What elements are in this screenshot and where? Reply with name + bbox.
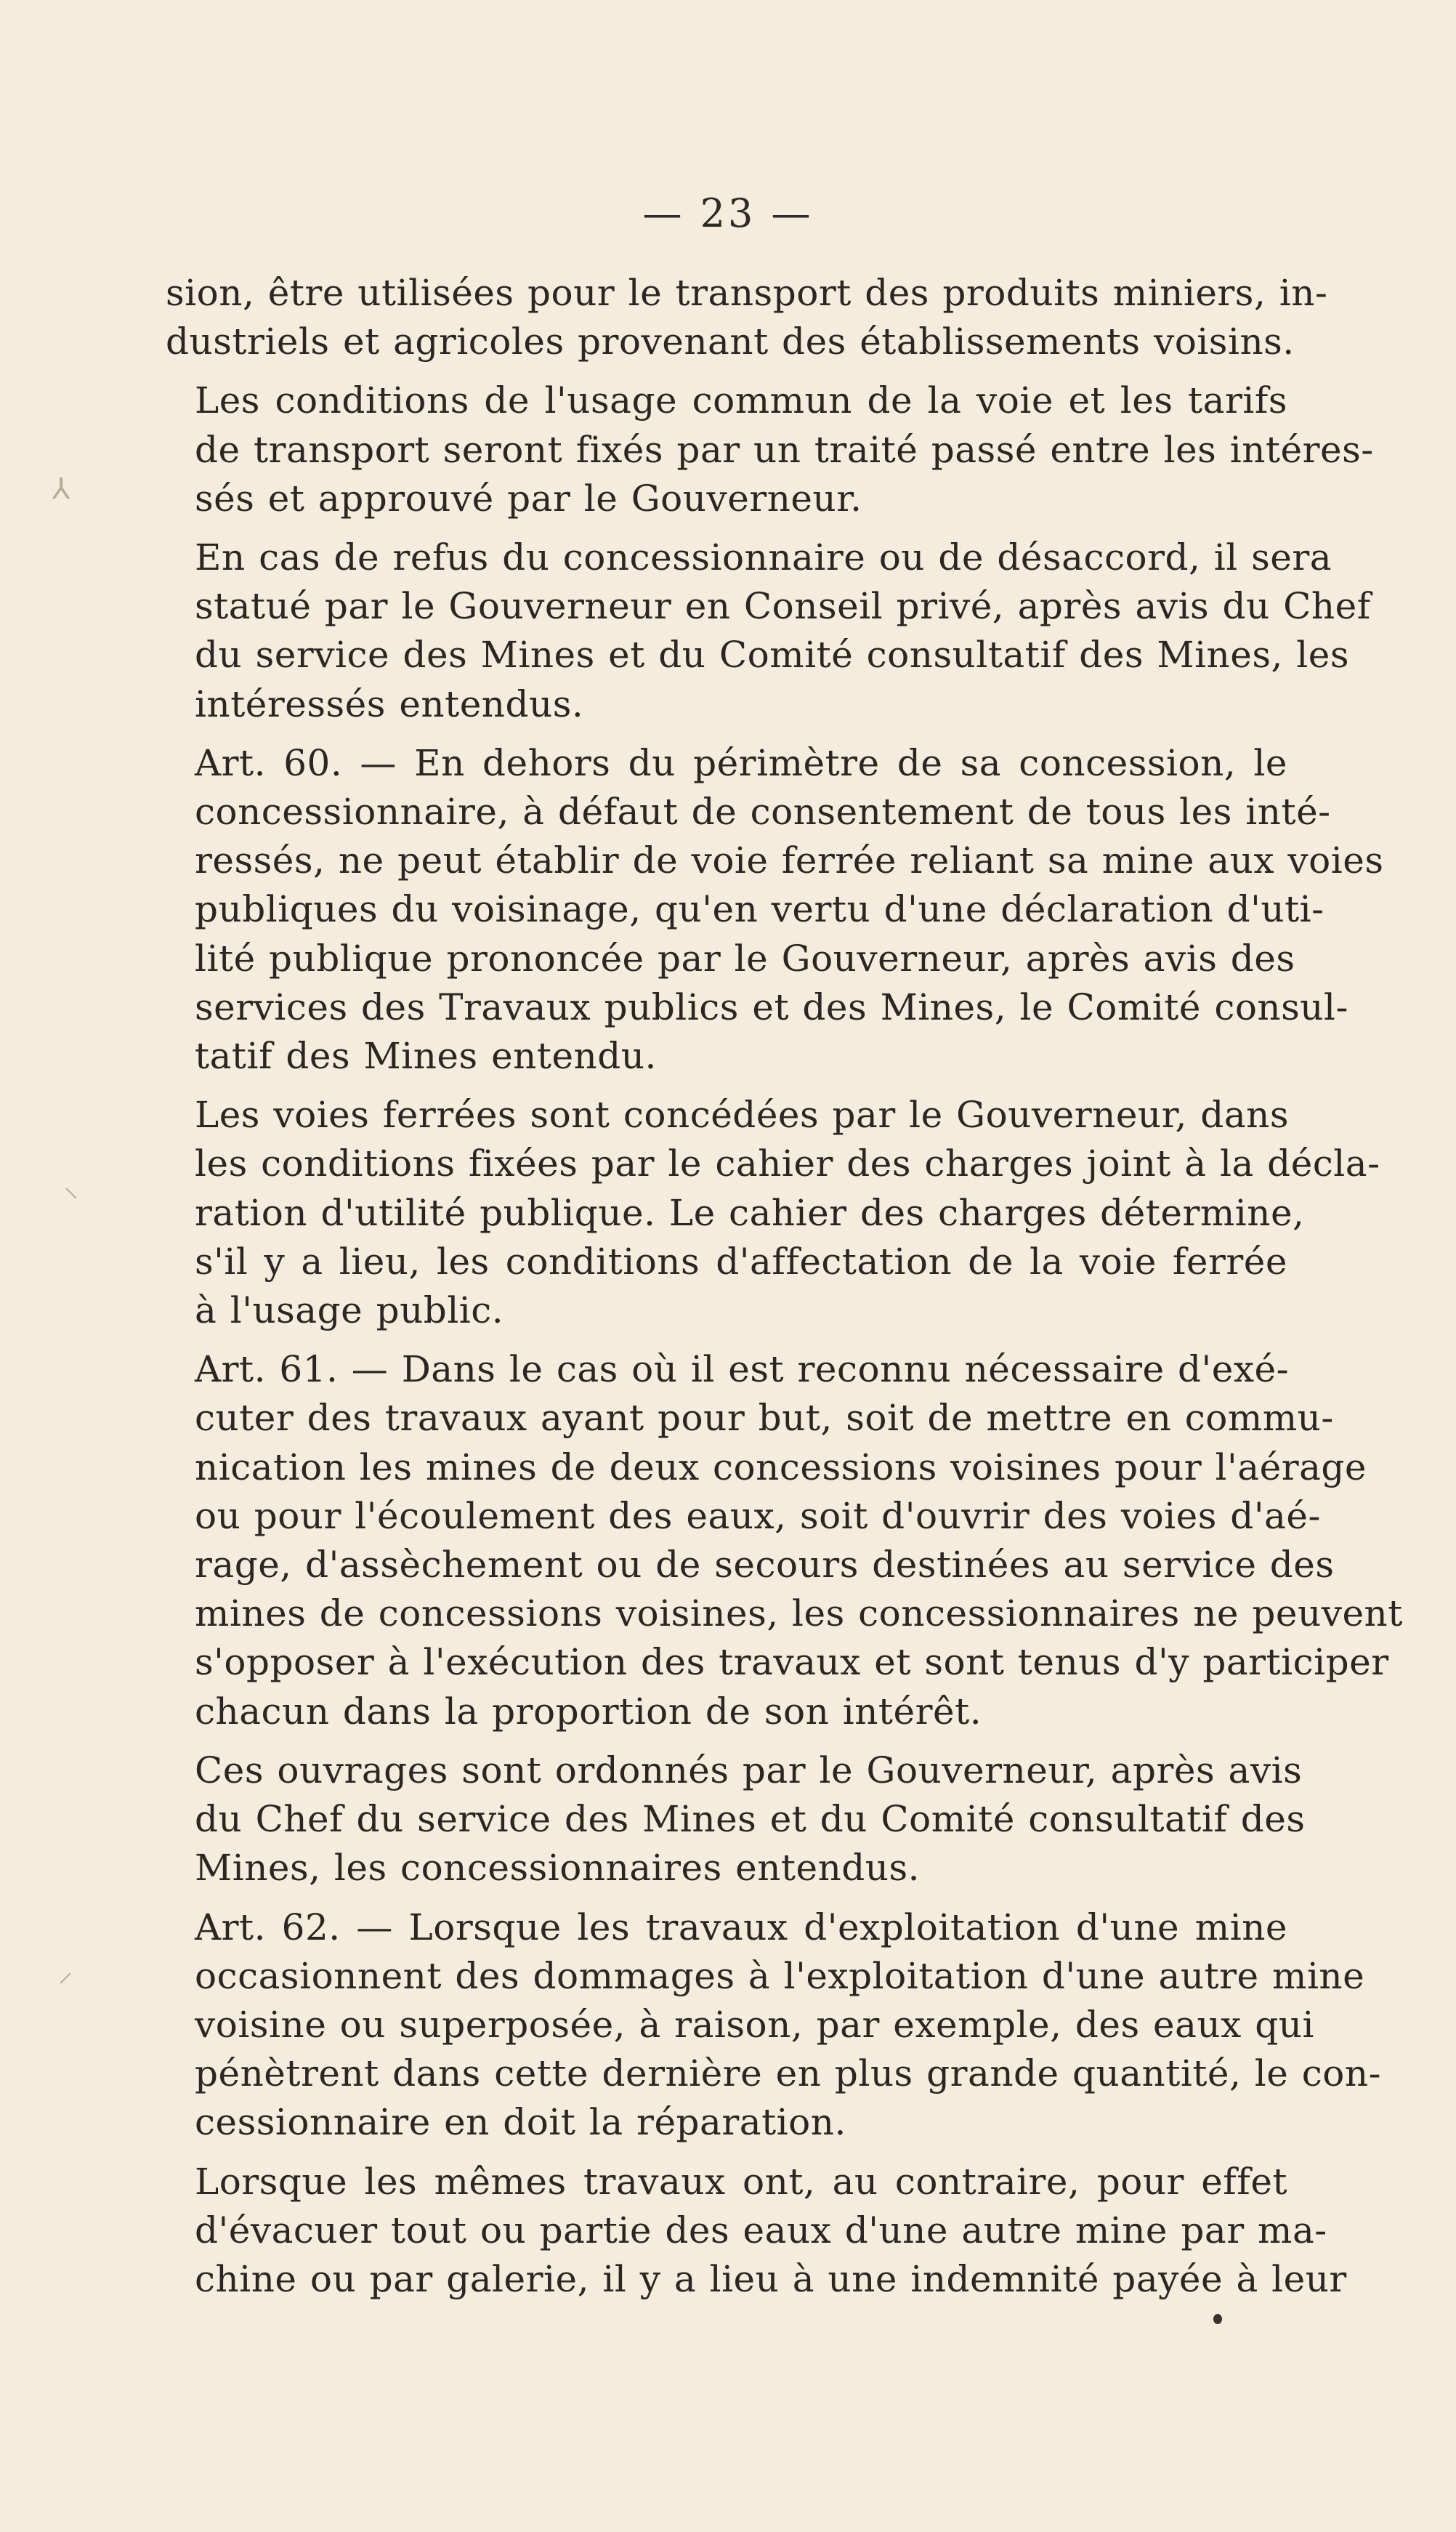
text-line: lité publique prononcée par le Gouverneur, après avis des: [195, 937, 1295, 980]
text-line: pénètrent dans cette dernière en plus grande quantité, le con-: [195, 2052, 1381, 2095]
text-line: occasionnent des dommages à l'exploitation d'une autre mine: [195, 1954, 1365, 1997]
paragraph: [166, 1091, 1380, 1335]
text-line: statué par le Gouverneur en Conseil privé, après avis du Chef: [195, 585, 1371, 628]
text-line: tatif des Mines entendu.: [195, 1035, 657, 1078]
text-line: publiques du voisinage, qu'en vertu d'une déclaration d'uti-: [195, 888, 1324, 931]
text-line: cessionnaire en doit la réparation.: [195, 2101, 846, 2144]
text-line: Lorsque les mêmes travaux ont, au contraire, pour effet: [195, 2160, 1287, 2203]
text-line: voisine ou superposée, à raison, par exemple, des eaux qui: [195, 2003, 1314, 2046]
text-line: du Chef du service des Mines et du Comité consultatif des: [195, 1798, 1306, 1841]
paragraph: [166, 533, 1371, 729]
text-line: services des Travaux publics et des Mines, le Comité consul-: [195, 985, 1348, 1028]
text-line: sés et approuvé par le Gouverneur.: [195, 477, 862, 520]
body-text: [166, 269, 1403, 2314]
text-line: chine ou par galerie, il y a lieu à une indemnité payée à leur: [195, 2257, 1347, 2300]
text-line: Les conditions de l'usage commun de la voie et les tarifs: [195, 379, 1287, 422]
margin-mark-icon: ⸍: [58, 1967, 73, 2001]
text-line: mines de concessions voisines, les concessionnaires ne peuvent: [195, 1592, 1403, 1635]
text-line: ration d'utilité publique. Le cahier des charges détermine,: [195, 1191, 1305, 1234]
text-line: ou pour l'écoulement des eaux, soit d'ouvrir des voies d'aé-: [195, 1494, 1321, 1537]
text-line: Art. 61. — Dans le cas où il est reconnu nécessaire d'exé-: [195, 1348, 1290, 1391]
paragraph: [166, 376, 1374, 523]
paragraph: [166, 2158, 1347, 2305]
text-line: cuter des travaux ayant pour but, soit de mettre en commu-: [195, 1397, 1334, 1440]
text-line: Les voies ferrées sont concédées par le Gouverneur, dans: [195, 1094, 1289, 1137]
margin-mark-icon: ⅄: [52, 472, 70, 506]
page-number: — 23 —: [642, 190, 814, 236]
text-line: Mines, les concessionnaires entendus.: [195, 1847, 921, 1890]
text-line: rage, d'assèchement ou de secours destinées au service des: [195, 1544, 1335, 1586]
paragraph: [166, 739, 1384, 1081]
margin-mark-icon: ⸌: [64, 1182, 78, 1216]
text-line: de transport seront fixés par un traité passé entre les intéres-: [195, 428, 1374, 471]
text-line: d'évacuer tout ou partie des eaux d'une autre mine par ma-: [195, 2209, 1327, 2251]
text-line: sion, être utilisées pour le transport des produits miniers, in-: [166, 272, 1328, 314]
text-line: concessionnaire, à défaut de consentement de tous les inté-: [195, 791, 1331, 834]
text-line: Art. 60. — En dehors du périmètre de sa concession, le: [195, 741, 1287, 784]
paragraph: [166, 269, 1328, 366]
text-line: dustriels et agricoles provenant des établissements voisins.: [166, 320, 1295, 363]
text-line: nication les mines de deux concessions voisines pour l'aérage: [195, 1446, 1367, 1488]
text-line: intéressés entendus.: [195, 682, 584, 725]
text-line: ressés, ne peut établir de voie ferrée reliant sa mine aux voies: [195, 839, 1384, 882]
text-line: s'opposer à l'exécution des travaux et sont tenus d'y participer: [195, 1641, 1389, 1684]
paragraph: [166, 1746, 1306, 1893]
text-line: Ces ouvrages sont ordonnés par le Gouverneur, après avis: [195, 1749, 1303, 1791]
text-line: En cas de refus du concessionnaire ou de désaccord, il sera: [195, 536, 1332, 579]
paragraph: [166, 1903, 1381, 2148]
text-line: à l'usage public.: [195, 1289, 504, 1332]
text-line: du service des Mines et du Comité consultatif des Mines, les: [195, 634, 1350, 677]
paragraph: [166, 1345, 1403, 1736]
text-line: Art. 62. — Lorsque les travaux d'exploitation d'une mine: [195, 1906, 1287, 1948]
text-line: chacun dans la proportion de son intérêt.: [195, 1690, 982, 1733]
text-line: s'il y a lieu, les conditions d'affectation de la voie ferrée: [195, 1240, 1287, 1283]
ink-speck-icon: [1213, 2314, 1222, 2324]
text-line: les conditions fixées par le cahier des charges joint à la décla-: [195, 1142, 1380, 1185]
